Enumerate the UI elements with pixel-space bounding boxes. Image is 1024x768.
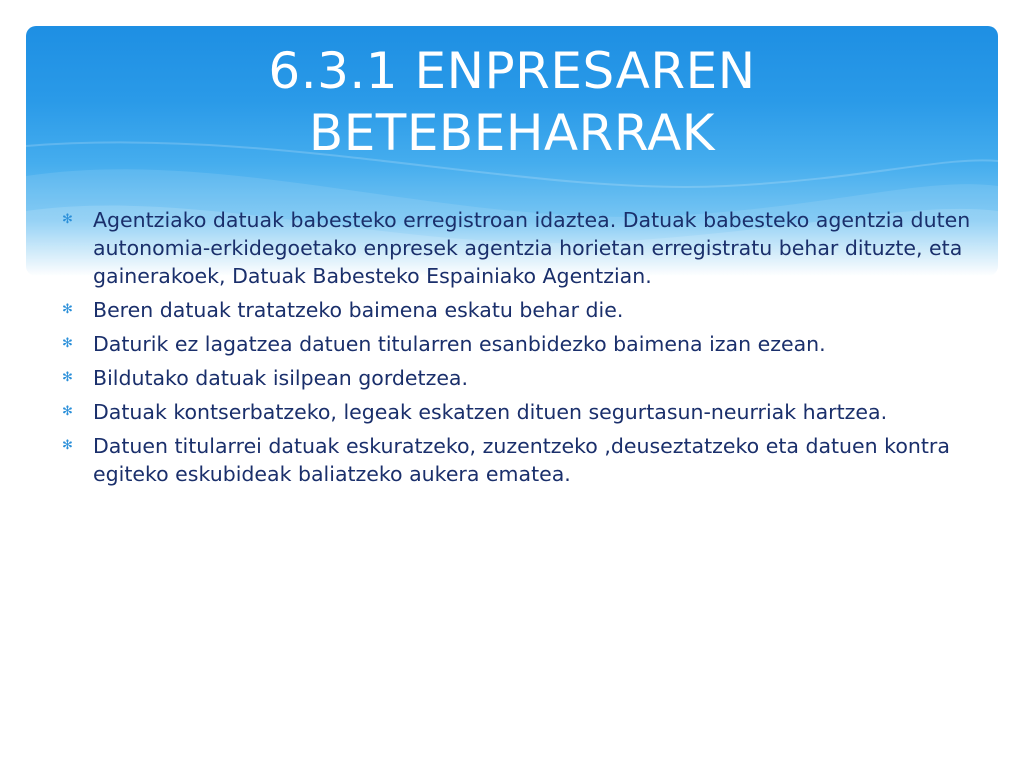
bullet-item [60, 432, 990, 488]
bullet-item [60, 364, 990, 392]
asterisk-bullet-icon: ✻ [62, 404, 73, 419]
asterisk-bullet-icon: ✻ [62, 370, 73, 385]
asterisk-bullet-icon: ✻ [62, 302, 73, 317]
bullet-text: Agentziako datuak babesteko erregistroan idaztea. Datuak babesteko agentzia duten autonomia-erkidegoetako enpresek agentzia horietan erregistratu behar dituzte, eta gainerakoek, Datuak Babesteko Espainiako Agentzian. [93, 208, 971, 288]
asterisk-bullet-icon: ✻ [62, 336, 73, 351]
slide-title-line-2: BETEBEHARRAK [308, 104, 716, 162]
bullet-text: Datuak kontserbatzeko, legeak eskatzen dituen segurtasun-neurriak hartzea. [93, 400, 888, 424]
slide-title [26, 40, 998, 164]
bullet-text: Beren datuak tratatzeko baimena eskatu behar die. [93, 298, 624, 322]
bullet-text: Daturik ez lagatzea datuen titularren esanbidezko baimena izan ezean. [93, 332, 826, 356]
bullet-item [60, 398, 990, 426]
bullet-text: Bildutako datuak isilpean gordetzea. [93, 366, 469, 390]
bullet-item [60, 296, 990, 324]
asterisk-bullet-icon: ✻ [62, 438, 73, 453]
slide-title-line-1: 6.3.1 ENPRESAREN [268, 42, 756, 100]
bullet-item [60, 206, 990, 290]
bullet-text: Datuen titularrei datuak eskuratzeko, zuzentzeko ,deuseztatzeko eta datuen kontra egiteko eskubideak baliatzeko aukera ematea. [93, 434, 950, 486]
asterisk-bullet-icon: ✻ [62, 212, 73, 227]
bullet-item [60, 330, 990, 358]
bullet-list [60, 206, 990, 494]
